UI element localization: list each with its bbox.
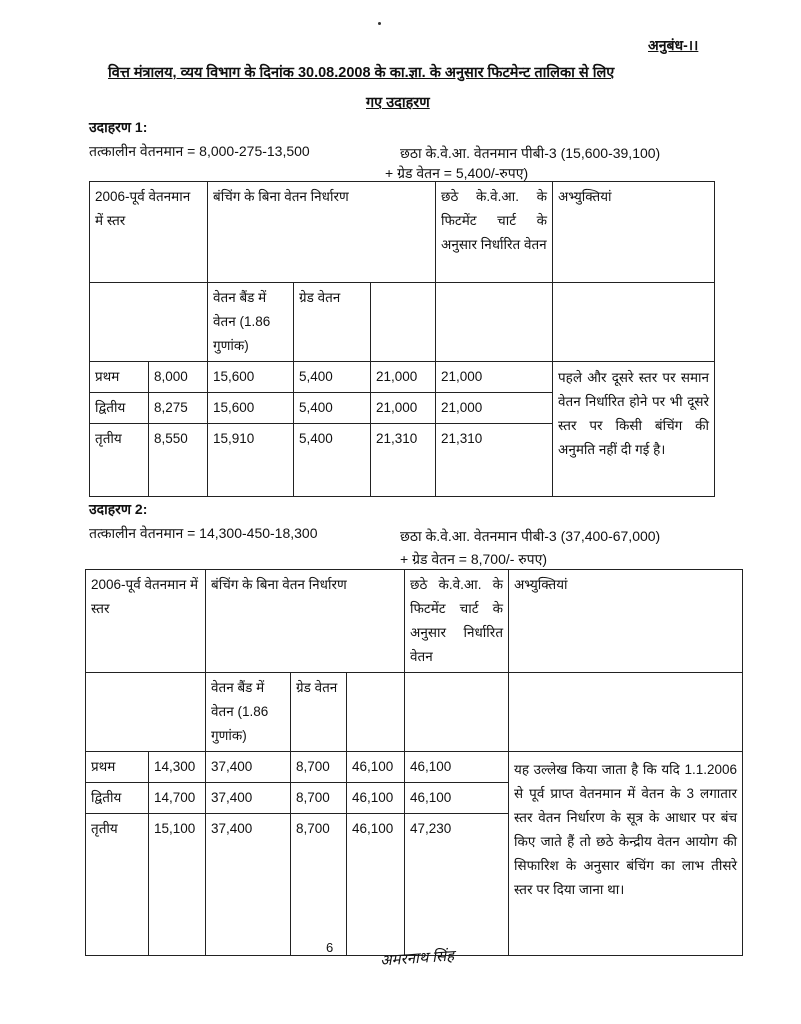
header-pay-in-band: वेतन बैंड में वेतन (1.86 गुणांक) — [206, 673, 291, 752]
cell-band-pay: 37,400 — [206, 814, 291, 956]
cell-fitment: 47,230 — [405, 814, 509, 956]
example-2-grade-pay: + ग्रेड वेतन = 8,700/- रुपए) — [400, 551, 548, 567]
cell-grade-pay: 8,700 — [291, 814, 347, 956]
table-row — [90, 362, 715, 393]
cell-level: तृतीय — [90, 424, 149, 497]
cell-level: द्वितीय — [86, 783, 149, 814]
document-title-line2: गए उदाहरण — [366, 95, 430, 111]
header-pay-in-band: वेतन बैंड में वेतन (1.86 गुणांक) — [208, 283, 294, 362]
annexure-label: अनुबंध-।। — [648, 37, 699, 53]
cell-band-pay: 37,400 — [206, 783, 291, 814]
cell-band-pay: 15,910 — [208, 424, 294, 497]
cell-old-pay: 8,275 — [149, 393, 208, 424]
header-level: 2006-पूर्व वेतनमान में स्तर — [86, 570, 206, 673]
header-fitment: छठे के.वे.आ. के फिटमेंट चार्ट के अनुसार निर्धारित वेतन — [436, 182, 553, 283]
cell-grade-pay: 5,400 — [294, 393, 371, 424]
cell-grade-pay: 8,700 — [291, 783, 347, 814]
cell-level: तृतीय — [86, 814, 149, 956]
example-2-old-scale: तत्कालीन वेतनमान = 14,300-450-18,300 — [89, 525, 318, 541]
remark-cell: पहले और दूसरे स्तर पर समान वेतन निर्धारित होने पर भी दूसरे स्तर पर किसी बंचिंग की अनुमति नहीं दी गई है। — [553, 362, 715, 497]
cell-total: 21,310 — [371, 424, 436, 497]
header-remarks: अभ्युक्तियां — [509, 570, 743, 673]
example-2-heading: उदाहरण 2: — [89, 501, 148, 517]
cell-fitment: 46,100 — [405, 752, 509, 783]
cell-total: 46,100 — [347, 752, 405, 783]
cell-old-pay: 8,000 — [149, 362, 208, 393]
cell-band-pay: 15,600 — [208, 362, 294, 393]
cell-band-pay: 15,600 — [208, 393, 294, 424]
cell-old-pay: 8,550 — [149, 424, 208, 497]
table-row — [86, 752, 743, 783]
signature: अमरनाथ सिंह — [379, 948, 455, 970]
example-1-table — [89, 181, 715, 497]
header-without-bunching: बंचिंग के बिना वेतन निर्धारण — [208, 182, 436, 283]
header-without-bunching: बंचिंग के बिना वेतन निर्धारण — [206, 570, 405, 673]
example-1-heading: उदाहरण 1: — [89, 119, 148, 135]
cell-grade-pay: 8,700 — [291, 752, 347, 783]
remark-cell: यह उल्लेख किया जाता है कि यदि 1.1.2006 से पूर्व प्राप्त वेतनमान में वेतन के 3 लगातार स्तर वेतन निर्धारण के सूत्र के आधार पर बंच किए जाते हैं तो छठे केन्द्रीय वेतन आयोग की सिफारिश के अनुसार बंचिंग का लाभ तीसरे स्तर पर दिया जाना था। — [509, 752, 743, 956]
cell-old-pay: 14,700 — [149, 783, 206, 814]
cell-level: प्रथम — [86, 752, 149, 783]
example-1-new-scale: छठा के.वे.आ. वेतनमान पीबी-3 (15,600-39,100) — [400, 145, 661, 161]
cell-fitment: 21,000 — [436, 393, 553, 424]
cell-grade-pay: 5,400 — [294, 424, 371, 497]
header-grade-pay: ग्रेड वेतन — [291, 673, 347, 752]
page-number: 6 — [326, 940, 334, 955]
cell-fitment: 21,310 — [436, 424, 553, 497]
cell-total: 21,000 — [371, 393, 436, 424]
cell-fitment: 46,100 — [405, 783, 509, 814]
cell-fitment: 21,000 — [436, 362, 553, 393]
cell-total: 46,100 — [347, 814, 405, 956]
example-1-grade-pay: + ग्रेड वेतन = 5,400/-रुपए) — [385, 165, 529, 181]
cell-level: प्रथम — [90, 362, 149, 393]
cell-old-pay: 15,100 — [149, 814, 206, 956]
header-remarks: अभ्युक्तियां — [553, 182, 715, 283]
cell-old-pay: 14,300 — [149, 752, 206, 783]
example-2-table — [85, 569, 743, 956]
example-2-new-scale: छठा के.वे.आ. वेतनमान पीबी-3 (37,400-67,000) — [400, 528, 661, 544]
header-fitment: छठे के.वे.आ. के फिटमेंट चार्ट के अनुसार निर्धारित वेतन — [405, 570, 509, 673]
scan-speck — [378, 22, 381, 25]
cell-level: द्वितीय — [90, 393, 149, 424]
cell-total: 46,100 — [347, 783, 405, 814]
document-title: वित्त मंत्रालय, व्यय विभाग के दिनांक 30.08.2008 के का.ज्ञा. के अनुसार फिटमेन्ट तालिका से लिए — [108, 65, 615, 81]
example-1-old-scale: तत्कालीन वेतनमान = 8,000-275-13,500 — [89, 143, 310, 159]
cell-band-pay: 37,400 — [206, 752, 291, 783]
header-grade-pay: ग्रेड वेतन — [294, 283, 371, 362]
header-level: 2006-पूर्व वेतनमान में स्तर — [90, 182, 208, 283]
cell-total: 21,000 — [371, 362, 436, 393]
cell-grade-pay: 5,400 — [294, 362, 371, 393]
